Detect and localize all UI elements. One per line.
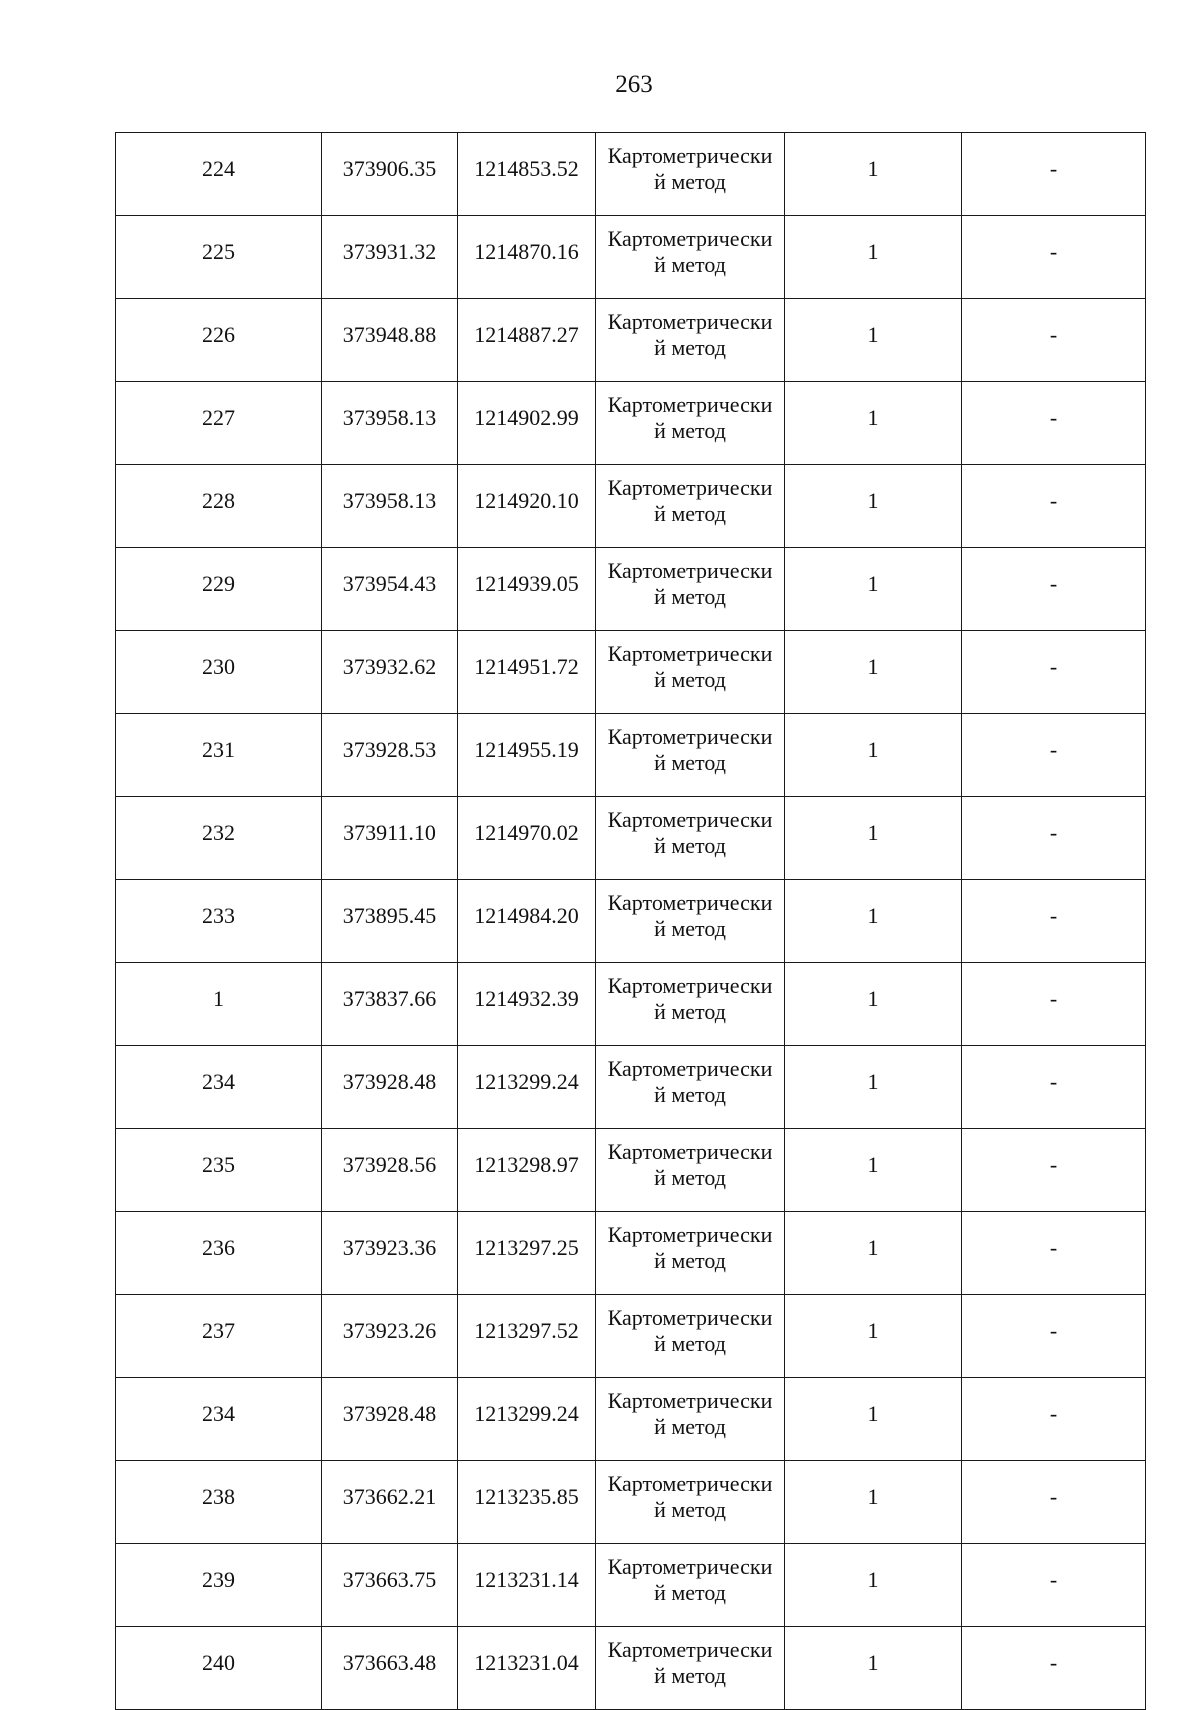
point-number-cell: 224 (116, 133, 322, 216)
accuracy-cell: 1 (785, 1129, 962, 1212)
coordinates-table (115, 132, 1146, 1710)
method-text-line-1: Картометрически (607, 973, 773, 998)
note-cell: - (962, 797, 1146, 880)
method-text-line-2: й метод (654, 252, 726, 277)
point-number-cell: 228 (116, 465, 322, 548)
x-coordinate-cell: 373923.26 (322, 1295, 458, 1378)
method-text-line-2: й метод (654, 1497, 726, 1522)
point-number-cell: 240 (116, 1627, 322, 1710)
note-cell: - (962, 714, 1146, 797)
method-text-line-1: Картометрически (607, 1554, 773, 1579)
table-row (116, 1627, 1146, 1710)
point-number-cell: 238 (116, 1461, 322, 1544)
point-number-cell: 231 (116, 714, 322, 797)
x-coordinate-cell: 373662.21 (322, 1461, 458, 1544)
point-number-cell: 237 (116, 1295, 322, 1378)
table-row (116, 880, 1146, 963)
table-row (116, 797, 1146, 880)
x-coordinate-cell: 373928.48 (322, 1046, 458, 1129)
method-text-line-1: Картометрически (607, 807, 773, 832)
method-cell (596, 880, 785, 963)
method-cell (596, 631, 785, 714)
y-coordinate-cell: 1214932.39 (458, 963, 596, 1046)
method-text-line-1: Картометрически (607, 558, 773, 583)
method-text-line-1: Картометрически (607, 392, 773, 417)
y-coordinate-cell: 1213297.52 (458, 1295, 596, 1378)
accuracy-cell: 1 (785, 797, 962, 880)
table-row (116, 216, 1146, 299)
table-row (116, 963, 1146, 1046)
y-coordinate-cell: 1213299.24 (458, 1046, 596, 1129)
x-coordinate-cell: 373932.62 (322, 631, 458, 714)
accuracy-cell: 1 (785, 714, 962, 797)
method-text-line-1: Картометрически (607, 1471, 773, 1496)
y-coordinate-cell: 1213299.24 (458, 1378, 596, 1461)
accuracy-cell: 1 (785, 1295, 962, 1378)
y-coordinate-cell: 1213298.97 (458, 1129, 596, 1212)
method-text-line-2: й метод (654, 418, 726, 443)
method-text-line-2: й метод (654, 667, 726, 692)
method-cell (596, 1461, 785, 1544)
method-text-line-1: Картометрически (607, 309, 773, 334)
method-cell (596, 1295, 785, 1378)
method-text-line-2: й метод (654, 750, 726, 775)
method-cell (596, 1212, 785, 1295)
note-cell: - (962, 1461, 1146, 1544)
note-cell: - (962, 1129, 1146, 1212)
accuracy-cell: 1 (785, 963, 962, 1046)
method-text-line-1: Картометрически (607, 226, 773, 251)
y-coordinate-cell: 1214951.72 (458, 631, 596, 714)
y-coordinate-cell: 1213231.14 (458, 1544, 596, 1627)
y-coordinate-cell: 1214920.10 (458, 465, 596, 548)
note-cell: - (962, 465, 1146, 548)
point-number-cell: 236 (116, 1212, 322, 1295)
method-cell (596, 1046, 785, 1129)
method-cell (596, 465, 785, 548)
point-number-cell: 233 (116, 880, 322, 963)
method-text-line-1: Картометрически (607, 1637, 773, 1662)
y-coordinate-cell: 1214853.52 (458, 133, 596, 216)
x-coordinate-cell: 373928.48 (322, 1378, 458, 1461)
method-text-line-2: й метод (654, 335, 726, 360)
y-coordinate-cell: 1214955.19 (458, 714, 596, 797)
method-cell (596, 382, 785, 465)
method-text-line-1: Картометрически (607, 143, 773, 168)
note-cell: - (962, 1295, 1146, 1378)
x-coordinate-cell: 373954.43 (322, 548, 458, 631)
method-text-line-1: Картометрически (607, 475, 773, 500)
method-text-line-2: й метод (654, 999, 726, 1024)
point-number-cell: 230 (116, 631, 322, 714)
accuracy-cell: 1 (785, 631, 962, 714)
note-cell: - (962, 1627, 1146, 1710)
method-text-line-2: й метод (654, 1165, 726, 1190)
coordinates-table-body (116, 133, 1146, 1710)
point-number-cell: 232 (116, 797, 322, 880)
point-number-cell: 234 (116, 1378, 322, 1461)
table-row (116, 299, 1146, 382)
note-cell: - (962, 382, 1146, 465)
accuracy-cell: 1 (785, 1461, 962, 1544)
accuracy-cell: 1 (785, 216, 962, 299)
y-coordinate-cell: 1213297.25 (458, 1212, 596, 1295)
method-text-line-2: й метод (654, 584, 726, 609)
y-coordinate-cell: 1214939.05 (458, 548, 596, 631)
method-text-line-1: Картометрически (607, 1388, 773, 1413)
x-coordinate-cell: 373931.32 (322, 216, 458, 299)
x-coordinate-cell: 373663.75 (322, 1544, 458, 1627)
note-cell: - (962, 1046, 1146, 1129)
x-coordinate-cell: 373958.13 (322, 465, 458, 548)
accuracy-cell: 1 (785, 465, 962, 548)
method-cell (596, 548, 785, 631)
method-text-line-1: Картометрически (607, 1139, 773, 1164)
accuracy-cell: 1 (785, 1046, 962, 1129)
y-coordinate-cell: 1213235.85 (458, 1461, 596, 1544)
method-cell (596, 133, 785, 216)
page-number: 263 (615, 71, 653, 98)
note-cell: - (962, 880, 1146, 963)
table-row (116, 1378, 1146, 1461)
y-coordinate-cell: 1214870.16 (458, 216, 596, 299)
point-number-cell: 234 (116, 1046, 322, 1129)
note-cell: - (962, 631, 1146, 714)
y-coordinate-cell: 1214887.27 (458, 299, 596, 382)
accuracy-cell: 1 (785, 548, 962, 631)
accuracy-cell: 1 (785, 133, 962, 216)
note-cell: - (962, 963, 1146, 1046)
method-cell (596, 963, 785, 1046)
method-text-line-2: й метод (654, 1082, 726, 1107)
method-text-line-2: й метод (654, 916, 726, 941)
method-cell (596, 1378, 785, 1461)
method-cell (596, 1627, 785, 1710)
method-text-line-2: й метод (654, 1580, 726, 1605)
x-coordinate-cell: 373663.48 (322, 1627, 458, 1710)
method-text-line-2: й метод (654, 833, 726, 858)
point-number-cell: 1 (116, 963, 322, 1046)
note-cell: - (962, 548, 1146, 631)
method-cell (596, 714, 785, 797)
method-text-line-2: й метод (654, 1414, 726, 1439)
y-coordinate-cell: 1213231.04 (458, 1627, 596, 1710)
x-coordinate-cell: 373911.10 (322, 797, 458, 880)
note-cell: - (962, 299, 1146, 382)
table-row (116, 631, 1146, 714)
method-text-line-1: Картометрически (607, 724, 773, 749)
accuracy-cell: 1 (785, 1627, 962, 1710)
point-number-cell: 235 (116, 1129, 322, 1212)
x-coordinate-cell: 373928.53 (322, 714, 458, 797)
x-coordinate-cell: 373948.88 (322, 299, 458, 382)
method-cell (596, 797, 785, 880)
table-row (116, 465, 1146, 548)
note-cell: - (962, 1378, 1146, 1461)
x-coordinate-cell: 373837.66 (322, 963, 458, 1046)
point-number-cell: 225 (116, 216, 322, 299)
method-cell (596, 1129, 785, 1212)
method-text-line-1: Картометрически (607, 890, 773, 915)
y-coordinate-cell: 1214984.20 (458, 880, 596, 963)
point-number-cell: 226 (116, 299, 322, 382)
note-cell: - (962, 133, 1146, 216)
table-row (116, 548, 1146, 631)
y-coordinate-cell: 1214902.99 (458, 382, 596, 465)
point-number-cell: 227 (116, 382, 322, 465)
method-text-line-1: Картометрически (607, 641, 773, 666)
method-text-line-1: Картометрически (607, 1305, 773, 1330)
point-number-cell: 239 (116, 1544, 322, 1627)
method-cell (596, 1544, 785, 1627)
method-text-line-2: й метод (654, 1248, 726, 1273)
method-text-line-2: й метод (654, 169, 726, 194)
table-row (116, 133, 1146, 216)
method-text-line-2: й метод (654, 501, 726, 526)
table-row (116, 1295, 1146, 1378)
accuracy-cell: 1 (785, 1544, 962, 1627)
method-cell (596, 216, 785, 299)
method-text-line-2: й метод (654, 1663, 726, 1688)
x-coordinate-cell: 373923.36 (322, 1212, 458, 1295)
y-coordinate-cell: 1214970.02 (458, 797, 596, 880)
method-cell (596, 299, 785, 382)
accuracy-cell: 1 (785, 880, 962, 963)
accuracy-cell: 1 (785, 299, 962, 382)
point-number-cell: 229 (116, 548, 322, 631)
x-coordinate-cell: 373928.56 (322, 1129, 458, 1212)
table-row (116, 1544, 1146, 1627)
table-row (116, 1212, 1146, 1295)
note-cell: - (962, 1544, 1146, 1627)
method-text-line-1: Картометрически (607, 1056, 773, 1081)
method-text-line-1: Картометрически (607, 1222, 773, 1247)
table-row (116, 1046, 1146, 1129)
method-text-line-2: й метод (654, 1331, 726, 1356)
note-cell: - (962, 1212, 1146, 1295)
x-coordinate-cell: 373958.13 (322, 382, 458, 465)
x-coordinate-cell: 373895.45 (322, 880, 458, 963)
accuracy-cell: 1 (785, 1378, 962, 1461)
note-cell: - (962, 216, 1146, 299)
table-row (116, 1129, 1146, 1212)
accuracy-cell: 1 (785, 1212, 962, 1295)
accuracy-cell: 1 (785, 382, 962, 465)
table-row (116, 714, 1146, 797)
x-coordinate-cell: 373906.35 (322, 133, 458, 216)
table-row (116, 382, 1146, 465)
table-row (116, 1461, 1146, 1544)
